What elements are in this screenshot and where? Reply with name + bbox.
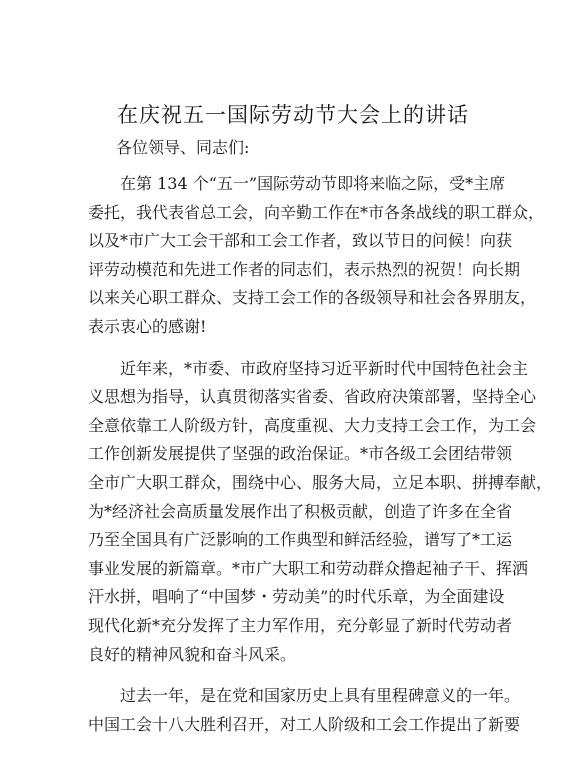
paragraph-line: 为*经济社会高质量发展作出了积极贡献，创造了许多在全省 (88, 501, 513, 521)
paragraph-2 (88, 355, 553, 670)
paragraph-line: 以来关心职工群众、支持工会工作的各级领导和社会各界朋友， (88, 288, 537, 308)
paragraph-line: 委托，我代表省总工会，向辛勤工作在*市各条战线的职工群众， (88, 202, 545, 222)
paragraph-line: 全意依靠工人阶级方针，高度重视、大力支持工会工作，为工会 (88, 415, 537, 435)
paragraph-1 (88, 170, 545, 342)
paragraph-line: 现代化新*充分发挥了主力军作用，充分彰显了新时代劳动者 (88, 615, 513, 635)
paragraph-line: 表示衷心的感谢! (88, 316, 207, 336)
paragraph-line: 工作创新发展提供了坚强的政治保证。*市各级工会团结带领 (88, 444, 513, 464)
document-body (88, 170, 553, 739)
paragraph-line: 汗水拼，唱响了“中国梦・劳动美”的时代乐章，为全面建设 (88, 587, 505, 607)
paragraph-line: 中国工会十八大胜利召开，对工人阶级和工会工作提出了新要 (88, 714, 521, 734)
salutation: 各位领导、同志们: (116, 138, 250, 157)
paragraph-line: 全市广大职工群众，围绕中心、服务大局，立足本职、拼搏奉献， (88, 472, 553, 492)
paragraph-line: 事业发展的新篇章。*市广大职工和劳动群众撸起袖子干、挥洒 (88, 558, 529, 578)
paragraph-line: 乃至全国具有广泛影响的工作典型和鲜活经验，谱写了*工运 (88, 530, 513, 550)
paragraph-line: 以及*市广大工会干部和工会工作者，致以节日的问候！向获 (88, 231, 513, 251)
paragraph-line: 评劳动模范和先进工作者的同志们，表示热烈的祝贺！向长期 (88, 259, 521, 279)
paragraph-line: 在第 134 个“五一”国际劳动节即将来临之际，受*主席 (120, 174, 506, 193)
document-title: 在庆祝五一国际劳动节大会上的讲话 (117, 103, 469, 127)
paragraph-line: 过去一年，是在党和国家历史上具有里程碑意义的一年。 (120, 686, 521, 706)
paragraph-line: 良好的精神风貌和奋斗风采。 (88, 644, 297, 664)
paragraph-line: 近年来，*市委、市政府坚持习近平新时代中国特色社会主 (120, 358, 529, 378)
paragraph-line: 义思想为指导，认真贯彻落实省委、省政府决策部署，坚持全心 (88, 387, 537, 407)
paragraph-3 (88, 682, 521, 739)
